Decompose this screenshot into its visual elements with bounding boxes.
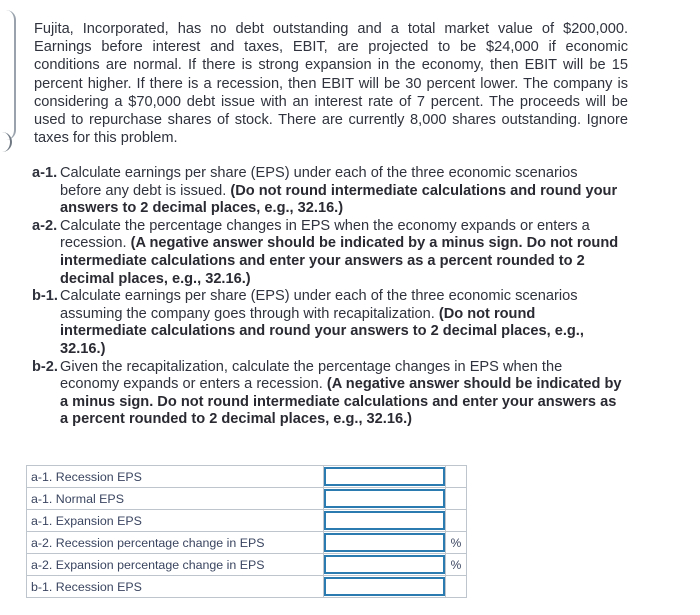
page-edge-decoration [0,10,16,140]
question-text: Calculate earnings per share (EPS) under each of the three economic scenarios before any debt is issued. [60,165,578,199]
question-instructions: (Do not round intermediate calculations and round your answers to 2 decimal places, e.g., 32.16.) [60,305,584,357]
question-b2 [32,359,622,429]
question-instructions: (A negative answer should be indicated by a minus sign. Do not round intermediate calculations and enter your answers as a percent rounded to 2 decimal places, e.g., 32.16.) [60,376,622,428]
row-label: a-1. Recession EPS [27,466,324,488]
question-instructions: (Do not round intermediate calculations and round your answers to 2 decimal places, e.g., 32.16.) [60,182,618,217]
table-row [27,532,467,554]
question-a2 [32,218,622,288]
answer-input-a1-expansion[interactable] [324,511,445,530]
row-label: b-1. Recession EPS [27,576,324,598]
table-row [27,576,467,598]
question-instructions: (A negative answer should be indicated by a minus sign. Do not round intermediate calculations and enter your answers as a percent rounded to 2 decimal places, e.g., 32.16.) [60,235,619,287]
row-label: a-2. Recession percentage change in EPS [27,532,324,554]
question-number: b-2. [32,358,58,375]
question-text: Calculate earnings per share (EPS) under each of the three economic scenarios assuming the company goes through with recapitalization. [60,288,578,322]
question-b1 [32,288,622,358]
question-text: Given the recapitalization, calculate the percentage changes in EPS when the economy expands or enters a recession. [60,358,563,393]
answer-table [26,465,467,598]
question-number: a-2. [32,217,58,234]
table-row [27,488,467,510]
answer-input-a2-expansion[interactable] [324,555,445,574]
answer-input-a1-recession[interactable] [324,467,445,486]
question-a1 [32,165,622,218]
problem-intro: Fujita, Incorporated, has no debt outstanding and a total market value of $200,000. Earnings before interest and taxes, EBIT, are projected to be $24,000 if economic conditions are normal. If there is strong expansion in the economy, then EBIT will be 15 percent higher. If there is a recession, then EBIT will be 30 percent lower. The company is considering a $70,000 debt issue with an interest rate of 7 percent. The proceeds will be used to repurchase shares of stock. There are currently 8,000 shares outstanding. Ignore taxes for this problem. [34,21,628,147]
question-list [32,165,622,429]
table-row [27,554,467,576]
percent-unit: % [450,557,462,572]
table-row [27,466,467,488]
answer-input-b1-recession[interactable] [324,577,445,596]
row-label: a-1. Normal EPS [27,488,324,510]
question-number: b-1. [32,288,58,305]
row-label: a-1. Expansion EPS [27,510,324,532]
question-text: Calculate the percentage changes in EPS when the economy expands or enters a recession. [60,217,590,252]
percent-unit: % [450,535,462,550]
row-label: a-2. Expansion percentage change in EPS [27,554,324,576]
answer-input-a1-normal[interactable] [324,489,445,508]
answer-input-a2-recession[interactable] [324,533,445,552]
question-number: a-1. [32,165,58,181]
table-row [27,510,467,532]
